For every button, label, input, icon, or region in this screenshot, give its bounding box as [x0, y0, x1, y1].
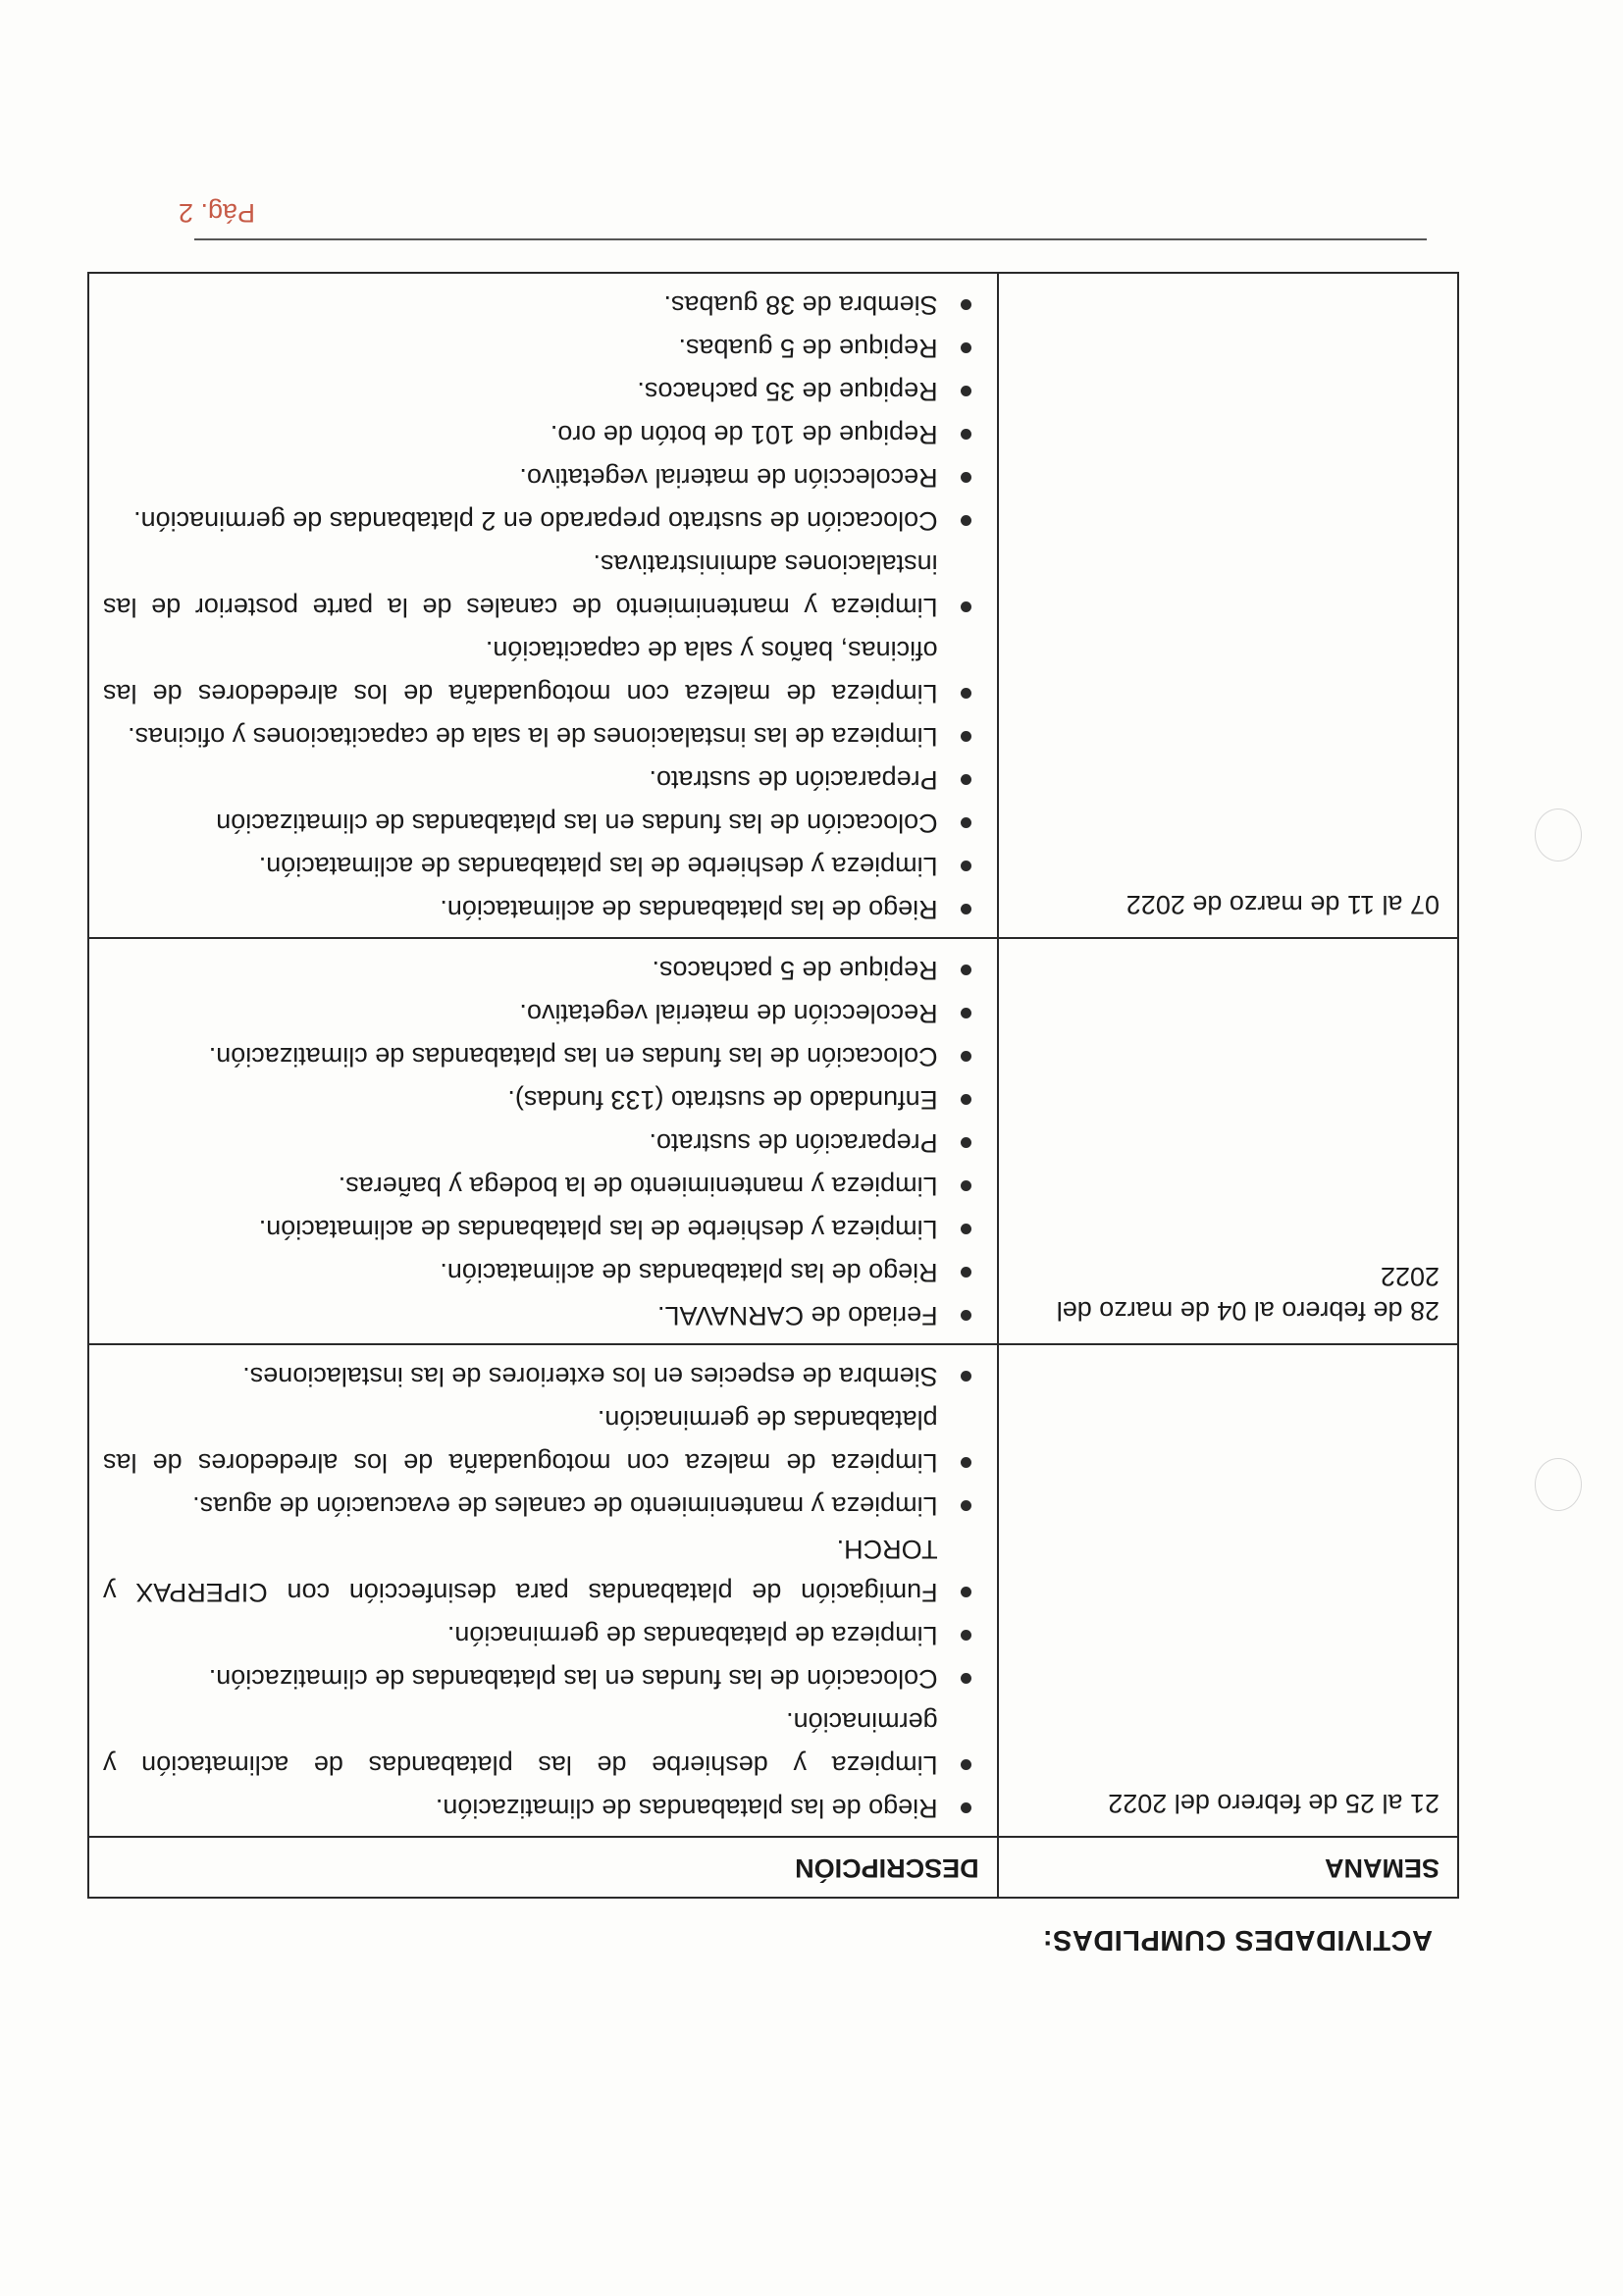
list-item: Colocación de sustrato preparado en 2 platabandas de germinación.: [103, 499, 973, 543]
activity-list: [103, 1355, 973, 1830]
list-item: Limpieza y deshierbe de las platabandas de aclimatación.: [103, 1208, 973, 1251]
week-cell: 07 al 11 de marzo de 2022: [998, 273, 1458, 938]
list-item: Limpieza de maleza con motoguadaña de los alrededores de las oficinas, baños y sala de capacitación.: [103, 629, 973, 715]
week-cell: 21 al 25 de febrero del 2022: [998, 1344, 1458, 1837]
list-item: Recolección de material vegetativo.: [103, 456, 973, 499]
list-item: Enfundado de sustrato (133 fundas).: [103, 1078, 973, 1122]
list-item: Limpieza de maleza con motoguadaña de los alrededores de las platabandas de germinación.: [103, 1398, 973, 1485]
list-item: Colocación de las fundas en las platabandas de climatización.: [103, 1657, 973, 1700]
list-item: Limpieza de las instalaciones de la sala de capacitaciones y oficinas.: [103, 715, 973, 758]
list-item: Riego de las platabandas de aclimatación.: [103, 1251, 973, 1294]
list-item: Repique de 5 pachacos.: [103, 949, 973, 992]
list-item: Limpieza y mantenimiento de la bodega y bañeras.: [103, 1165, 973, 1208]
description-cell: [88, 273, 998, 938]
table-row: [88, 938, 1458, 1344]
list-item: Colocación de las fundas en las platabandas de climatización: [103, 802, 973, 845]
list-item: Limpieza y deshierbe de las platabandas de aclimatación.: [103, 845, 973, 888]
list-item: Siembra de especies en los exteriores de las instalaciones.: [103, 1355, 973, 1398]
list-item: Repique de 5 guabas.: [103, 327, 973, 370]
description-column-header: DESCRIPCIÓN: [88, 1837, 998, 1898]
description-cell: [88, 1344, 998, 1837]
week-column-header: SEMANA: [998, 1837, 1458, 1898]
description-cell: [88, 938, 998, 1344]
list-item: Riego de las platabandas de climatización.: [103, 1787, 973, 1830]
list-item: Repique de 101 de botón de oro.: [103, 413, 973, 456]
list-item: Preparación de sustrato.: [103, 758, 973, 802]
list-item: Limpieza y mantenimiento de canales de evacuación de aguas.: [103, 1485, 973, 1528]
table-row: [88, 273, 1458, 938]
activities-table: [87, 272, 1459, 1899]
list-item: Colocación de las fundas en las platabandas de climatización.: [103, 1035, 973, 1078]
punch-hole: [1535, 809, 1582, 861]
punch-hole: [1535, 1458, 1582, 1511]
list-item: Repique de 35 pachacos.: [103, 370, 973, 413]
list-item: Feriado de CARNAVAL.: [103, 1294, 973, 1337]
week-cell: 28 de febrero al 04 de marzo del 2022: [998, 938, 1458, 1344]
activity-list: [103, 284, 973, 931]
list-item: Limpieza de platabandas de germinación.: [103, 1614, 973, 1657]
footer-divider: [194, 238, 1427, 240]
list-item: Recolección de material vegetativo.: [103, 992, 973, 1035]
activity-list: [103, 949, 973, 1337]
list-item: Preparación de sustrato.: [103, 1122, 973, 1165]
section-heading: ACTIVIDADES CUMPLIDAS:: [1042, 1924, 1433, 1956]
list-item: Riego de las platabandas de aclimatación.: [103, 888, 973, 931]
list-item: Limpieza y deshierbe de las platabandas de aclimatación y germinación.: [103, 1700, 973, 1787]
table-row: [88, 1344, 1458, 1837]
list-item: Siembra de 38 guabas.: [103, 284, 973, 327]
list-item: Limpieza y mantenimiento de canales de la parte posterior de las instalaciones administrativas.: [103, 543, 973, 629]
page-number: Pág. 2: [178, 198, 255, 228]
table-header-row: [88, 1837, 1458, 1898]
list-item: Fumigación de platabandas para desinfección con CIPERPAX y TORCH.: [103, 1528, 973, 1614]
